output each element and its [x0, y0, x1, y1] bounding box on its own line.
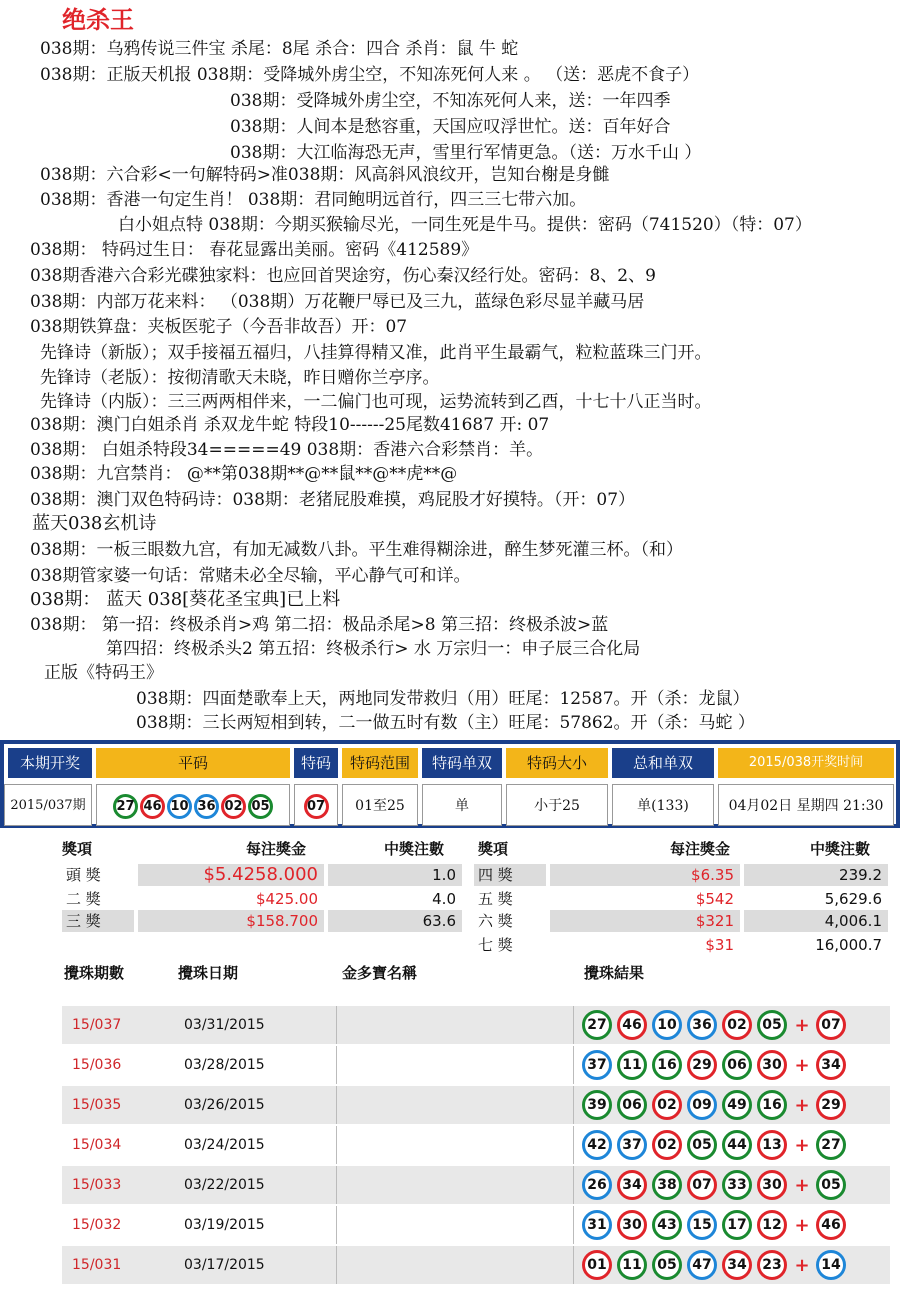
ball: 13 — [757, 1130, 787, 1160]
special-ball: 14 — [816, 1250, 846, 1280]
special-size: 小于25 — [506, 784, 608, 826]
plus-icon: + — [794, 1214, 810, 1236]
ball: 30 — [617, 1210, 647, 1240]
history-balls — [582, 1210, 851, 1240]
ball: 34 — [722, 1250, 752, 1280]
history-balls — [582, 1130, 851, 1160]
text-line: 白小姐点特 038期：今期买猴输尽光，一同生死是牛马。提供：密码（741520）（特：07） — [118, 215, 812, 235]
prize-amount: $425.00 — [255, 890, 318, 908]
text-line: 038期： 蓝天 038[葵花圣宝典]已上料 — [30, 589, 341, 610]
prize-count: 16,000.7 — [815, 936, 882, 954]
ball: 39 — [582, 1090, 612, 1120]
ball: 02 — [722, 1010, 752, 1040]
text-line: 038期：六合彩<一句解特码>准038期：风高斜风浪纹开，岂知台榭是身雠 — [40, 165, 610, 185]
ball: 47 — [687, 1250, 717, 1280]
prize-count: 5,629.6 — [824, 890, 882, 908]
prize-name: 頭 獎 — [66, 866, 101, 884]
prize-name: 五 獎 — [478, 890, 513, 908]
ball: 37 — [617, 1130, 647, 1160]
prize-count: 1.0 — [328, 864, 462, 886]
draw-results-table — [0, 740, 900, 828]
ball: 05 — [757, 1010, 787, 1040]
prize-amount: $542 — [695, 890, 734, 908]
history-date: 03/22/2015 — [184, 1177, 265, 1193]
prize-header-name: 獎項 — [62, 840, 93, 858]
prize-count: 4.0 — [432, 890, 456, 908]
prize-row — [62, 864, 462, 886]
sum-odd-even: 单(133) — [612, 784, 714, 826]
ball: 15 — [687, 1210, 717, 1240]
ball: 26 — [582, 1170, 612, 1200]
history-name-cell — [336, 1086, 574, 1124]
history-period: 15/035 — [72, 1097, 122, 1113]
history-period: 15/031 — [72, 1257, 122, 1273]
history-date: 03/26/2015 — [184, 1097, 265, 1113]
ball: 31 — [582, 1210, 612, 1240]
prize-amount: $321 — [550, 910, 740, 932]
special-ball: 05 — [816, 1170, 846, 1200]
ball: 42 — [582, 1130, 612, 1160]
prize-row — [474, 864, 888, 886]
history-row — [62, 1086, 890, 1124]
history-name-cell — [336, 1206, 574, 1244]
text-line: 038期管家婆一句话：常赌未必全尽输，平心静气可和详。 — [30, 566, 471, 586]
history-period: 15/033 — [72, 1177, 122, 1193]
draw-period: 2015/037期 — [4, 784, 92, 826]
ball: 11 — [617, 1250, 647, 1280]
prize-amount: $5.4258.000 — [138, 864, 324, 886]
text-line: 038期：乌鸦传说三件宝 杀尾：8尾 杀合：四合 杀肖：鼠 牛 蛇 — [40, 39, 519, 59]
ball: 07 — [687, 1170, 717, 1200]
text-line: 038期： 第一招：终极杀肖>鸡 第二招：极品杀尾>8 第三招：终极杀波>蓝 — [30, 615, 609, 635]
history-date: 03/24/2015 — [184, 1137, 265, 1153]
prize-name: 二 獎 — [66, 890, 101, 908]
ball: 27 — [582, 1010, 612, 1040]
plus-icon: + — [794, 1174, 810, 1196]
text-line: 038期铁算盘：夹板医驼子（今吾非故吾）开：07 — [30, 317, 408, 337]
history-row — [62, 1046, 890, 1084]
text-line: 038期：三长两短相到转，二一做五时有数（主）旺尾：57862。开（杀：马蛇 ） — [136, 713, 755, 733]
regular-balls — [96, 784, 290, 826]
text-line: 038期：澳门白姐杀肖 杀双龙牛蛇 特段10------25尾数41687 开: 07 — [30, 415, 550, 435]
special-ball: 27 — [816, 1130, 846, 1160]
ball: 01 — [582, 1250, 612, 1280]
text-line: 038期：内部万花来料： （038期）万花鞭尸辱已及三九，蓝绿色彩尽显羊藏马居 — [30, 292, 645, 312]
text-line: 先锋诗（内版）：三三两两相伴来，一二偏门也可现，运势流转到乙酉，十七十八正当时。 — [40, 392, 712, 412]
history-header-period: 攪珠期數 — [64, 964, 125, 982]
text-line: 038期：人间本是愁容重，天国应叹浮世忙。送：百年好合 — [230, 117, 671, 137]
plus-icon: + — [794, 1094, 810, 1116]
ball: 09 — [687, 1090, 717, 1120]
prize-name: 三 獎 — [62, 910, 134, 932]
ball: 46 — [140, 794, 165, 819]
history-period: 15/036 — [72, 1057, 122, 1073]
history-name-cell — [336, 1126, 574, 1164]
text-line: 038期：大江临海恐无声，雪里行军情更急。（送：万水千山 ） — [230, 143, 702, 163]
special-ball: 07 — [816, 1010, 846, 1040]
text-line: 正版《特码王》 — [44, 663, 163, 683]
prize-count: 63.6 — [328, 910, 462, 932]
history-balls — [582, 1170, 851, 1200]
ball: 05 — [248, 794, 273, 819]
ball: 36 — [687, 1010, 717, 1040]
prize-header-count: 中獎注數 — [810, 840, 871, 858]
ball: 37 — [582, 1050, 612, 1080]
ball: 02 — [652, 1130, 682, 1160]
prize-amount: $158.700 — [138, 910, 324, 932]
history-date: 03/19/2015 — [184, 1217, 265, 1233]
history-name-cell — [336, 1246, 574, 1284]
ball: 02 — [221, 794, 246, 819]
special-ball: 07 — [304, 794, 329, 819]
history-header-name: 金多寶名稱 — [342, 964, 418, 982]
ball: 06 — [722, 1050, 752, 1080]
special-ball-cell — [294, 784, 338, 826]
prize-header-amount: 每注獎金 — [670, 840, 731, 858]
special-ball: 29 — [816, 1090, 846, 1120]
prize-amount: $6.35 — [550, 864, 740, 886]
history-header-result: 攪珠結果 — [584, 964, 645, 982]
history-balls — [582, 1250, 851, 1280]
ball: 29 — [687, 1050, 717, 1080]
text-line: 038期香港六合彩光碟独家料：也应回首哭途穷，伤心秦汉经行处。密码：8、2、9 — [30, 266, 656, 286]
ball: 44 — [722, 1130, 752, 1160]
prize-count: 239.2 — [744, 864, 888, 886]
ball: 49 — [722, 1090, 752, 1120]
plus-icon: + — [794, 1254, 810, 1276]
prize-name: 六 獎 — [478, 912, 513, 930]
history-row — [62, 1246, 890, 1284]
prize-header-name: 獎項 — [478, 840, 509, 858]
history-period: 15/032 — [72, 1217, 122, 1233]
history-row — [62, 1166, 890, 1204]
special-ball: 46 — [816, 1210, 846, 1240]
special-odd-even: 单 — [422, 784, 502, 826]
ball: 34 — [617, 1170, 647, 1200]
text-line: 蓝天038玄机诗 — [32, 513, 157, 534]
header-special-odd-even: 特码单双 — [422, 748, 502, 778]
ball: 46 — [617, 1010, 647, 1040]
page-title: 绝杀王 — [62, 5, 134, 34]
text-line: 038期：受降城外虏尘空，不知冻死何人来，送：一年四季 — [230, 91, 671, 111]
special-range: 01至25 — [342, 784, 418, 826]
prize-row — [62, 910, 462, 932]
text-line: 038期：澳门双色特码诗：038期：老猪屁股难摸，鸡屁股才好摸特。（开：07） — [30, 490, 636, 510]
prize-header-count: 中獎注數 — [384, 840, 445, 858]
ball: 33 — [722, 1170, 752, 1200]
ball: 30 — [757, 1050, 787, 1080]
header-special-number: 特码 — [294, 748, 338, 778]
ball: 05 — [652, 1250, 682, 1280]
history-date: 03/28/2015 — [184, 1057, 265, 1073]
text-line: 038期：正版天机报 038期：受降城外虏尘空，不知冻死何人来 。 （送：恶虎不食子） — [40, 65, 700, 85]
text-line: 038期： 特码过生日： 春花显露出美丽。密码《412589》 — [30, 240, 479, 260]
header-regular-numbers: 平码 — [96, 748, 290, 778]
history-header-date: 攪珠日期 — [178, 964, 239, 982]
history-name-cell — [336, 1046, 574, 1084]
text-line: 第四招：终极杀头2 第五招：终极杀行> 水 万宗归一：申子辰三合化局 — [106, 639, 641, 659]
history-date: 03/17/2015 — [184, 1257, 265, 1273]
ball: 02 — [652, 1090, 682, 1120]
ball: 36 — [194, 794, 219, 819]
ball: 16 — [652, 1050, 682, 1080]
text-line: 先锋诗（老版）：按彻清歌天未晓，昨日赠你兰亭序。 — [40, 368, 440, 388]
ball: 27 — [113, 794, 138, 819]
prize-count: 4,006.1 — [744, 910, 888, 932]
prize-header-amount: 每注獎金 — [246, 840, 307, 858]
prize-row — [474, 888, 888, 910]
plus-icon: + — [794, 1054, 810, 1076]
ball: 06 — [617, 1090, 647, 1120]
ball: 38 — [652, 1170, 682, 1200]
history-name-cell — [336, 1006, 574, 1044]
prize-amount: $31 — [705, 936, 734, 954]
special-ball: 34 — [816, 1050, 846, 1080]
header-next-draw-time: 2015/038开奖时间 — [718, 748, 894, 778]
prize-name: 七 獎 — [478, 936, 513, 954]
next-draw-time: 04月02日 星期四 21:30 — [718, 784, 894, 826]
history-balls — [582, 1090, 851, 1120]
text-line: 038期： 白姐杀特段34=====49 038期：香港六合彩禁肖：羊。 — [30, 440, 544, 460]
header-current-draw: 本期开奖 — [8, 748, 92, 778]
prize-row — [474, 910, 888, 932]
plus-icon: + — [794, 1014, 810, 1036]
prize-name: 四 獎 — [474, 864, 546, 886]
history-row — [62, 1206, 890, 1244]
prize-table-left — [62, 838, 462, 938]
header-special-range: 特码范围 — [342, 748, 418, 778]
ball: 10 — [652, 1010, 682, 1040]
text-line: 先锋诗（新版）；双手接福五福归，八挂算得精又准，此肖平生最霸气，粒粒蓝珠三门开。 — [40, 343, 712, 363]
history-date: 03/31/2015 — [184, 1017, 265, 1033]
ball: 11 — [617, 1050, 647, 1080]
text-line: 038期：香港一句定生肖！ 038期：君同鲍明远首行，四三三七带六加。 — [40, 190, 587, 210]
ball: 05 — [687, 1130, 717, 1160]
history-row — [62, 1006, 890, 1044]
prize-row — [62, 888, 462, 910]
history-balls — [582, 1010, 851, 1040]
history-name-cell — [336, 1166, 574, 1204]
ball: 43 — [652, 1210, 682, 1240]
history-period: 15/037 — [72, 1017, 122, 1033]
prize-table-right — [474, 838, 888, 960]
plus-icon: + — [794, 1134, 810, 1156]
history-balls — [582, 1050, 851, 1080]
ball: 30 — [757, 1170, 787, 1200]
header-sum-odd-even: 总和单双 — [612, 748, 714, 778]
history-period: 15/034 — [72, 1137, 122, 1153]
prize-row — [474, 934, 888, 956]
ball: 17 — [722, 1210, 752, 1240]
header-special-size: 特码大小 — [506, 748, 608, 778]
history-row — [62, 1126, 890, 1164]
text-line: 038期：九宫禁肖： @**第038期**@**鼠**@**虎**@ — [30, 464, 458, 484]
ball: 12 — [757, 1210, 787, 1240]
ball: 10 — [167, 794, 192, 819]
text-line: 038期：一板三眼数九宫，有加无减数八卦。平生难得糊涂进，醉生梦死灌三杯。（和） — [30, 540, 683, 560]
ball: 16 — [757, 1090, 787, 1120]
text-line: 038期：四面楚歌奉上天，两地同发带救归（用）旺尾：12587。开（杀：龙鼠） — [136, 689, 750, 709]
ball: 23 — [757, 1250, 787, 1280]
